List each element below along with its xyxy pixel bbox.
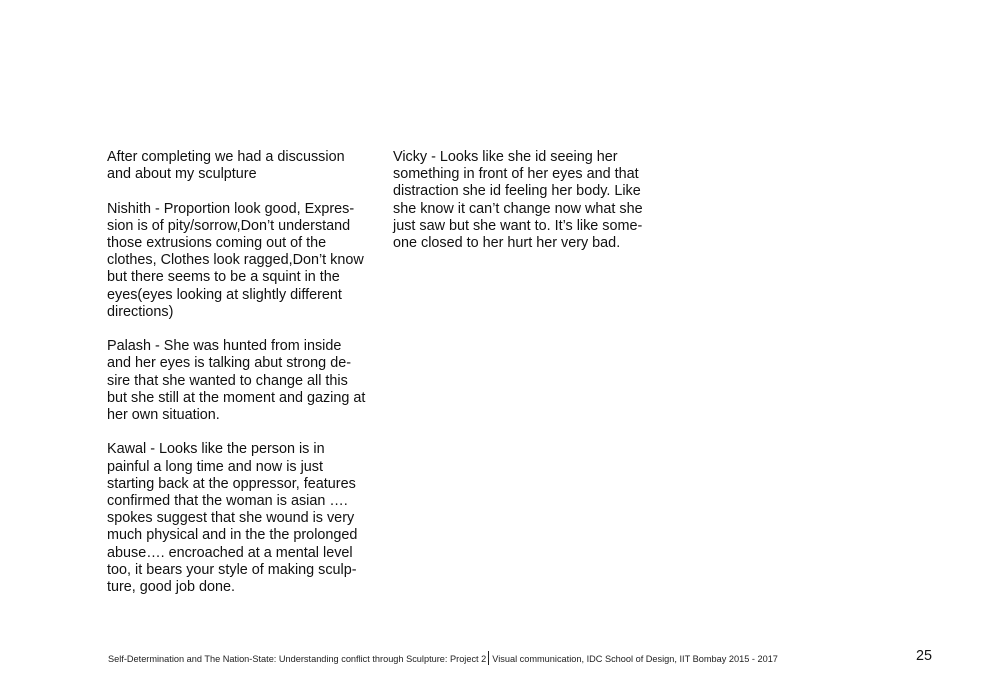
text-line: confirmed that the woman is asian ….	[107, 493, 348, 510]
left-text-column	[107, 149, 377, 613]
page-footer	[108, 651, 778, 665]
paragraph-kawal	[107, 441, 377, 596]
text-line: starting back at the oppressor, features	[107, 475, 356, 492]
text-line: ture, good job done.	[107, 579, 236, 596]
text-line: After completing we had a discussion	[107, 149, 345, 165]
footer-institution: Visual communication, IDC School of Design, IIT Bombay 2015 - 2017	[492, 654, 778, 664]
text-line: clothes, Clothes look ragged,Don’t know	[107, 252, 364, 269]
paragraph-nishith	[107, 201, 377, 321]
page-number: 25	[916, 648, 933, 664]
text-line: and her eyes is talking abut strong de-	[107, 355, 351, 372]
text-line: but she still at the moment and gazing at	[107, 389, 366, 406]
footer-divider	[488, 651, 489, 665]
text-line: Vicky - Looks like she id seeing her	[393, 149, 618, 165]
text-line: Kawal - Looks like the person is in	[107, 441, 325, 458]
text-line: just saw but she want to. It’s like some-	[393, 217, 643, 234]
footer-project-title: Self-Determination and The Nation-State: Understanding conflict through Sculpture: Project 2	[108, 654, 487, 664]
right-text-column	[393, 149, 653, 269]
text-line: and about my sculpture	[107, 166, 257, 183]
paragraph-intro	[107, 149, 377, 183]
text-line: Nishith - Proportion look good, Expres-	[107, 200, 355, 217]
text-line: those extrusions coming out of the	[107, 235, 327, 251]
text-line: eyes(eyes looking at slightly different	[107, 286, 342, 303]
text-line: sire that she wanted to change all this	[107, 372, 348, 389]
text-line: spokes suggest that she wound is very	[107, 510, 355, 527]
text-line: directions)	[107, 303, 174, 320]
text-line: one closed to her hurt her very bad.	[393, 235, 621, 252]
text-line: abuse…. encroached at a mental level	[107, 544, 353, 561]
text-line: something in front of her eyes and that	[393, 166, 639, 183]
text-line: much physical and in the the prolonged	[107, 527, 358, 544]
text-line: too, it bears your style of making sculp-	[107, 561, 357, 578]
text-line: distraction she id feeling her body. Like	[393, 183, 641, 200]
text-line: she know it can’t change now what she	[393, 200, 643, 217]
text-line: painful a long time and now is just	[107, 458, 323, 475]
paragraph-vicky	[393, 149, 653, 252]
text-line: Palash - She was hunted from inside	[107, 338, 342, 355]
text-line: her own situation.	[107, 407, 220, 424]
text-line: but there seems to be a squint in the	[107, 269, 340, 286]
text-line: sion is of pity/sorrow,Don’t understand	[107, 217, 351, 234]
paragraph-palash	[107, 338, 377, 424]
